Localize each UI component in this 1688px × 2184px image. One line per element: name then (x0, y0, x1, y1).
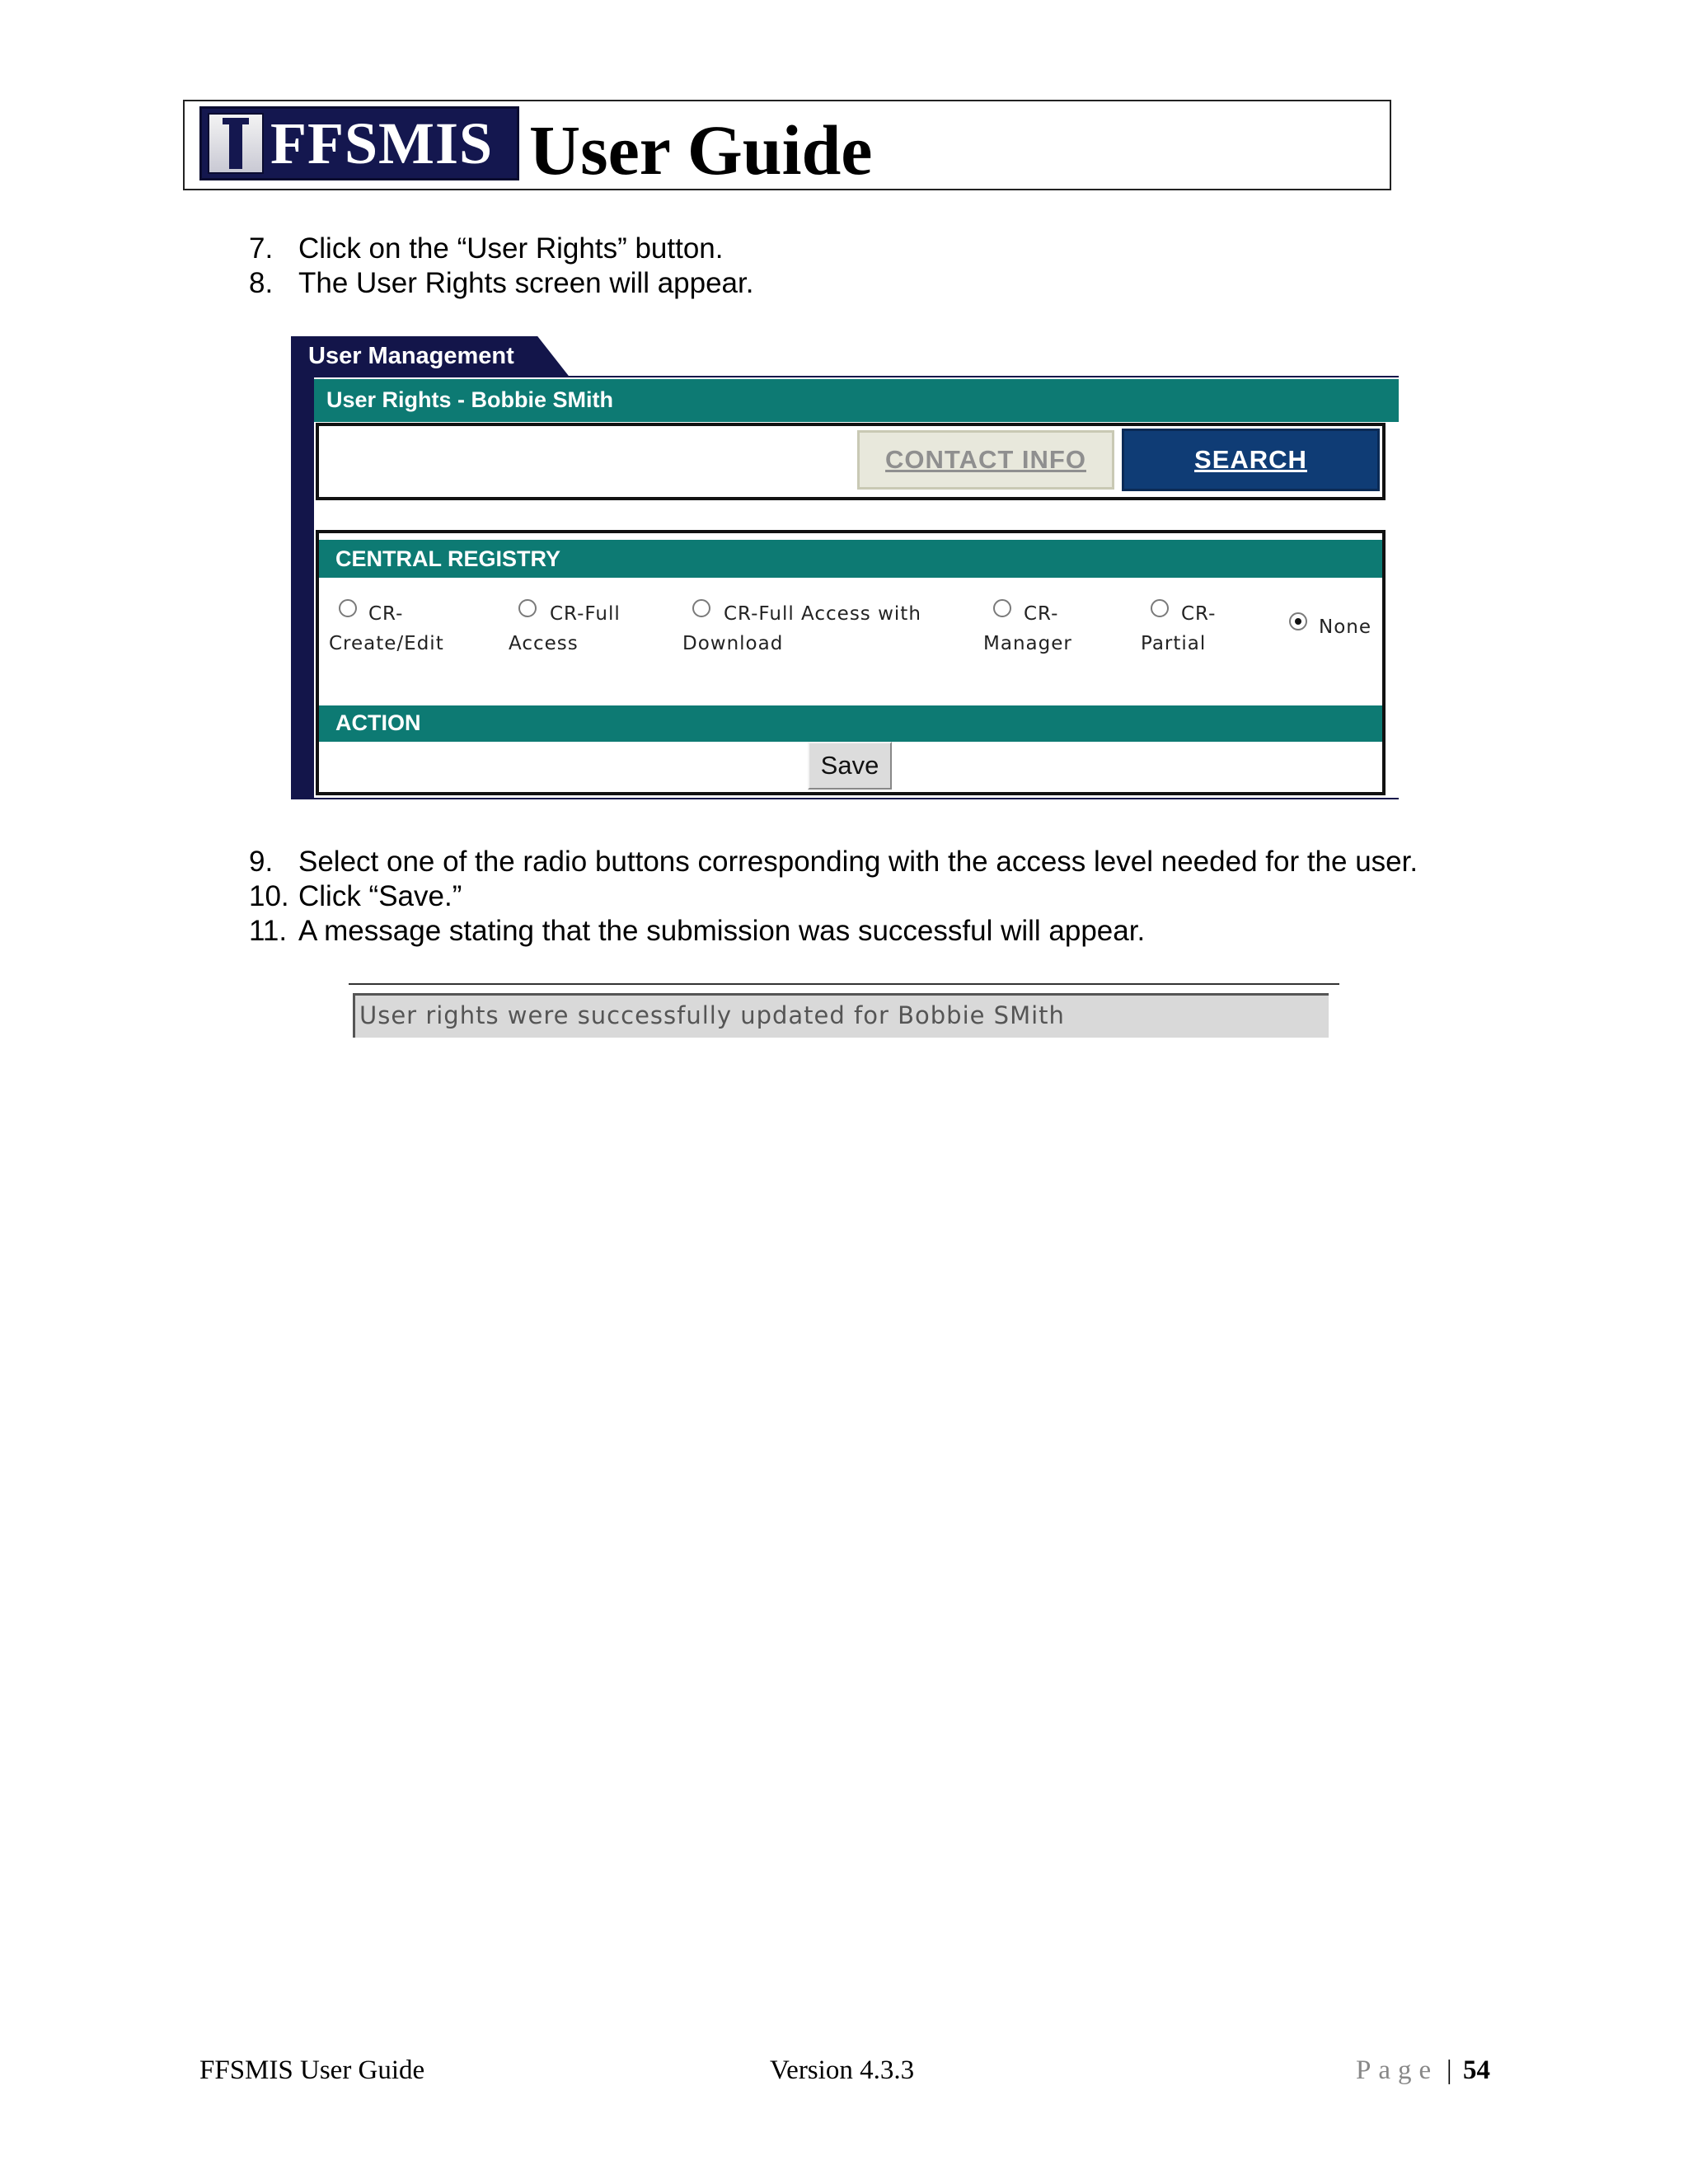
success-message-text: User rights were successfully updated for Bobbie SMith (359, 1001, 1065, 1029)
action-header-bar (319, 705, 1382, 742)
radio-cr-full-access-download[interactable] (692, 599, 710, 617)
option-label: CR-Full Access with (724, 603, 921, 625)
lighthouse-icon (208, 113, 264, 174)
step-item: 10. Click “Save.” (249, 880, 462, 912)
option-label: CR-Full (550, 603, 621, 625)
option-label: None (1319, 616, 1372, 638)
radio-cr-manager[interactable] (993, 599, 1011, 617)
option-label: Create/Edit (329, 633, 444, 654)
footer-title: FFSMIS User Guide (199, 2055, 425, 2085)
central-registry-title: CENTRAL REGISTRY (335, 546, 561, 571)
radio-cr-partial[interactable] (1151, 599, 1169, 617)
radio-cr-create-edit[interactable] (339, 599, 357, 617)
footer-version: Version 4.3.3 (770, 2055, 915, 2085)
footer-page-label: Page (1356, 2055, 1439, 2085)
step-item: 9. Select one of the radio buttons corresponding with the access level needed for the user. (249, 846, 1418, 878)
option-label: Partial (1141, 633, 1207, 654)
user-rights-title: User Rights - Bobbie SMith (326, 387, 614, 412)
divider (349, 983, 1339, 985)
radio-none[interactable] (1289, 612, 1307, 630)
step-item: 7. Click on the “User Rights” button. (249, 232, 724, 265)
footer-page-number: 54 (1463, 2055, 1490, 2085)
step-item: 8. The User Rights screen will appear. (249, 267, 754, 299)
option-label: Download (682, 633, 784, 654)
option-label: CR- (368, 603, 404, 625)
save-button[interactable]: Save (808, 742, 892, 790)
contact-info-button[interactable]: CONTACT INFO (857, 430, 1114, 490)
step-item: 11. A message stating that the submission was successful will appear. (249, 915, 1146, 947)
option-label: Access (509, 633, 579, 654)
action-title: ACTION (335, 710, 421, 735)
logo-text: FFSMIS (270, 110, 494, 176)
header-title: User Guide (529, 110, 873, 190)
option-label: CR- (1181, 603, 1217, 625)
search-button[interactable]: SEARCH (1122, 429, 1380, 491)
radio-cr-full-access[interactable] (518, 599, 537, 617)
user-management-tab-label: User Management (308, 343, 514, 369)
option-label: CR- (1024, 603, 1059, 625)
option-label: Manager (983, 633, 1072, 654)
footer-separator: | (1447, 2055, 1452, 2085)
